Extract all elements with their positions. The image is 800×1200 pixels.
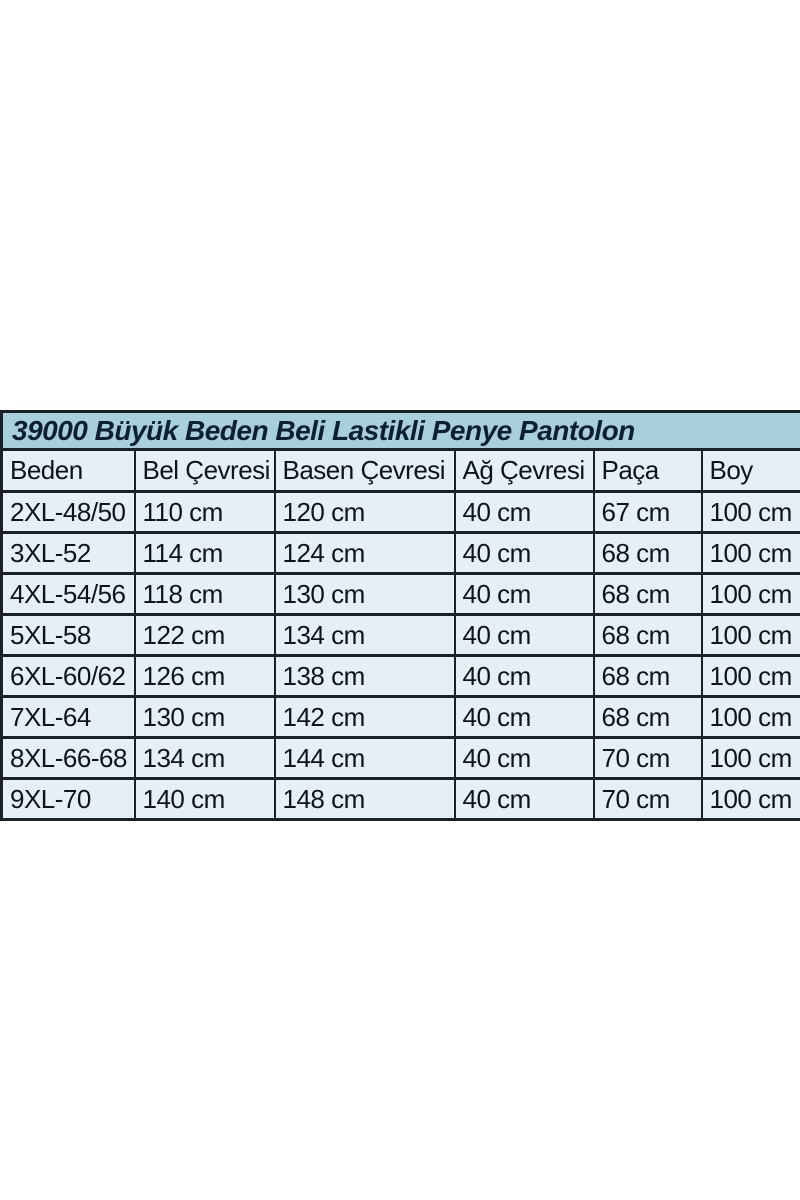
measurement-cell: 100 cm: [702, 533, 800, 574]
measurement-cell: 67 cm: [594, 492, 702, 533]
size-label-cell: 2XL-48/50: [2, 492, 135, 533]
size-chart-table: [0, 410, 800, 821]
measurement-cell: 134 cm: [135, 738, 275, 779]
measurement-cell: 40 cm: [455, 533, 594, 574]
measurement-cell: 70 cm: [594, 738, 702, 779]
measurement-cell: 68 cm: [594, 697, 702, 738]
measurement-cell: 40 cm: [455, 574, 594, 615]
size-label-cell: 3XL-52: [2, 533, 135, 574]
table-row: [2, 492, 800, 533]
measurement-cell: 40 cm: [455, 779, 594, 820]
measurement-cell: 40 cm: [455, 697, 594, 738]
measurement-cell: 68 cm: [594, 615, 702, 656]
chart-title: 39000 Büyük Beden Beli Lastikli Penye Pantolon: [2, 412, 800, 450]
table-row: [2, 533, 800, 574]
measurement-cell: 68 cm: [594, 533, 702, 574]
measurement-cell: 126 cm: [135, 656, 275, 697]
measurement-cell: 130 cm: [135, 697, 275, 738]
measurement-cell: 100 cm: [702, 492, 800, 533]
table-row: [2, 574, 800, 615]
size-label-cell: 4XL-54/56: [2, 574, 135, 615]
measurement-cell: 124 cm: [275, 533, 455, 574]
table-row: [2, 615, 800, 656]
header-row: [2, 450, 800, 492]
size-label-cell: 8XL-66-68: [2, 738, 135, 779]
size-label-cell: 6XL-60/62: [2, 656, 135, 697]
measurement-cell: 138 cm: [275, 656, 455, 697]
size-label-cell: 7XL-64: [2, 697, 135, 738]
measurement-cell: 134 cm: [275, 615, 455, 656]
measurement-cell: 40 cm: [455, 656, 594, 697]
measurement-cell: 122 cm: [135, 615, 275, 656]
measurement-cell: 100 cm: [702, 656, 800, 697]
measurement-cell: 118 cm: [135, 574, 275, 615]
measurement-cell: 68 cm: [594, 656, 702, 697]
column-header-ag-cevresi: Ağ Çevresi: [455, 450, 594, 492]
measurement-cell: 110 cm: [135, 492, 275, 533]
measurement-cell: 100 cm: [702, 697, 800, 738]
column-header-boy: Boy: [702, 450, 800, 492]
measurement-cell: 40 cm: [455, 615, 594, 656]
size-label-cell: 9XL-70: [2, 779, 135, 820]
measurement-cell: 144 cm: [275, 738, 455, 779]
column-header-paca: Paça: [594, 450, 702, 492]
measurement-cell: 114 cm: [135, 533, 275, 574]
measurement-cell: 40 cm: [455, 492, 594, 533]
column-header-bel-cevresi: Bel Çevresi: [135, 450, 275, 492]
column-header-beden: Beden: [2, 450, 135, 492]
table-row: [2, 697, 800, 738]
size-label-cell: 5XL-58: [2, 615, 135, 656]
column-header-basen-cevresi: Basen Çevresi: [275, 450, 455, 492]
measurement-cell: 120 cm: [275, 492, 455, 533]
table-row: [2, 656, 800, 697]
measurement-cell: 140 cm: [135, 779, 275, 820]
table-row: [2, 738, 800, 779]
measurement-cell: 100 cm: [702, 574, 800, 615]
measurement-cell: 100 cm: [702, 779, 800, 820]
measurement-cell: 68 cm: [594, 574, 702, 615]
measurement-cell: 100 cm: [702, 615, 800, 656]
title-row: [2, 412, 800, 450]
measurement-cell: 148 cm: [275, 779, 455, 820]
measurement-cell: 40 cm: [455, 738, 594, 779]
measurement-cell: 142 cm: [275, 697, 455, 738]
measurement-cell: 100 cm: [702, 738, 800, 779]
table-row: [2, 779, 800, 820]
measurement-cell: 130 cm: [275, 574, 455, 615]
measurement-cell: 70 cm: [594, 779, 702, 820]
